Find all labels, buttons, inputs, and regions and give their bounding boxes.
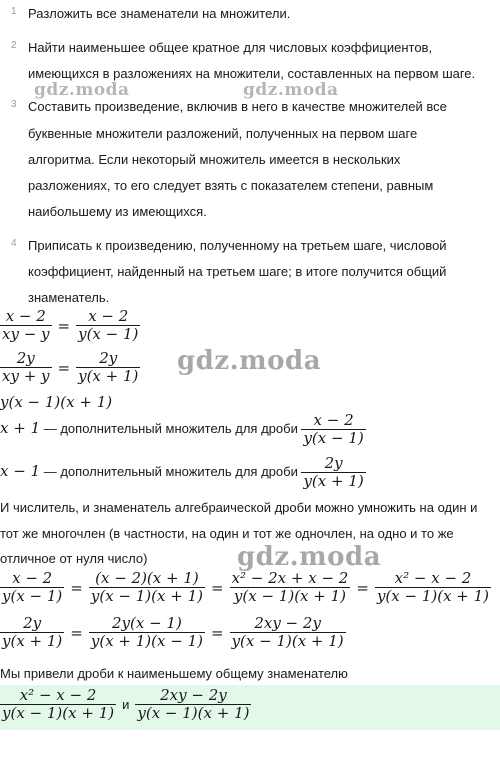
numerator: x² − x − 2 (375, 570, 491, 588)
denominator: y(x − 1) (78, 325, 139, 343)
additional-multiplier-1 (0, 412, 366, 447)
numerator: x − 2 (0, 570, 64, 588)
numerator: x² − x − 2 (0, 687, 116, 705)
multiplier-text: — дополнительный множитель для дроби (40, 420, 302, 436)
equals-sign: = (210, 578, 224, 597)
paragraph-line: отличное от нуля число) (0, 551, 148, 566)
additional-multiplier-2 (0, 455, 366, 490)
numerator: 2y (0, 350, 52, 368)
step-text: разложениях, то его следует взять с показателем степени, равным (28, 178, 434, 193)
expansion-equation-1 (0, 570, 491, 605)
equals-sign: = (57, 358, 71, 377)
step-number: 4 (11, 238, 17, 249)
multiplier-expression: x + 1 (0, 418, 41, 437)
step-text: Разложить все знаменатели на множители. (28, 6, 291, 21)
conjunction: и (122, 697, 130, 712)
denominator: y(x − 1)(x + 1) (233, 587, 347, 605)
multiplier-expression: x − 1 (0, 461, 41, 480)
denominator: y(x + 1) (2, 632, 63, 650)
numerator: x − 2 (0, 308, 52, 326)
step-text: имеющихся в разложениях на множители, составленных на первом шаге. (28, 66, 476, 81)
paragraph-line: тот же многочлен (в частности, на один и тот же одночлен, на одно и то же (0, 526, 454, 541)
equals-sign: = (356, 578, 369, 597)
numerator: 2y (76, 350, 140, 368)
numerator: 2y (0, 615, 64, 633)
step-text: буквенные множители разложений, полученных на первом шаге (28, 126, 418, 141)
denominator: y(x − 1)(x + 1) (2, 704, 115, 722)
step-text: коэффициент, найденный на третьем шаге; в итоге получится общий (28, 264, 447, 279)
watermark: gdz.moda (177, 346, 322, 376)
numerator: (x − 2)(x + 1) (89, 570, 205, 588)
numerator: 2y(x − 1) (89, 615, 205, 633)
equals-sign: = (210, 623, 224, 642)
expansion-equation-2 (0, 615, 346, 650)
common-denominator: y(x − 1)(x + 1) (0, 393, 113, 411)
numerator: 2xy − 2y (230, 615, 346, 633)
denominator: y(x − 1)(x + 1) (231, 632, 344, 650)
denominator: y(x + 1) (303, 472, 364, 490)
watermark: gdz.moda (237, 542, 382, 572)
denominator: xy + y (2, 367, 50, 385)
step-number: 1 (11, 6, 17, 17)
denominator: y(x − 1) (2, 587, 63, 605)
watermark: gdz.moda (243, 80, 339, 100)
fraction-equation-2 (0, 350, 140, 385)
fraction-equation-1 (0, 308, 140, 343)
step-number: 2 (11, 40, 17, 51)
step-text: Приписать к произведению, полученному на третьем шаге, числовой (28, 238, 447, 253)
multiplier-text: — дополнительный множитель для дроби (40, 463, 302, 479)
denominator: y(x − 1)(x + 1) (90, 587, 203, 605)
denominator: y(x + 1) (78, 367, 139, 385)
denominator: y(x − 1)(x + 1) (376, 587, 490, 605)
equals-sign: = (70, 623, 83, 642)
step-number: 3 (11, 99, 17, 110)
step-text: Составить произведение, включив в него в качестве множителей все (28, 99, 447, 114)
equals-sign: = (70, 578, 83, 597)
step-text: алгоритма. Если некоторый множитель имеется в нескольких (28, 152, 401, 167)
watermark: gdz.moda (34, 80, 130, 100)
numerator: x − 2 (76, 308, 140, 326)
numerator: x − 2 (301, 412, 365, 430)
denominator: xy − y (2, 325, 50, 343)
numerator: 2xy − 2y (135, 687, 251, 705)
numerator: 2y (301, 455, 365, 473)
final-answer (0, 687, 251, 722)
denominator: y(x − 1) (303, 429, 364, 447)
step-text: наибольшему из имеющихся. (28, 204, 207, 219)
step-text: Найти наименьшее общее кратное для числовых коэффициентов, (28, 40, 433, 55)
denominator: y(x − 1)(x + 1) (137, 704, 250, 722)
denominator: y(x + 1)(x − 1) (90, 632, 203, 650)
numerator: x² − 2x + x − 2 (231, 569, 349, 587)
paragraph-line: И числитель, и знаменатель алгебраической дроби можно умножить на один и (0, 500, 478, 515)
conclusion-text: Мы привели дроби к наименьшему общему знаменателю (0, 666, 348, 681)
equals-sign: = (57, 316, 71, 335)
step-text: знаменатель. (28, 290, 110, 305)
